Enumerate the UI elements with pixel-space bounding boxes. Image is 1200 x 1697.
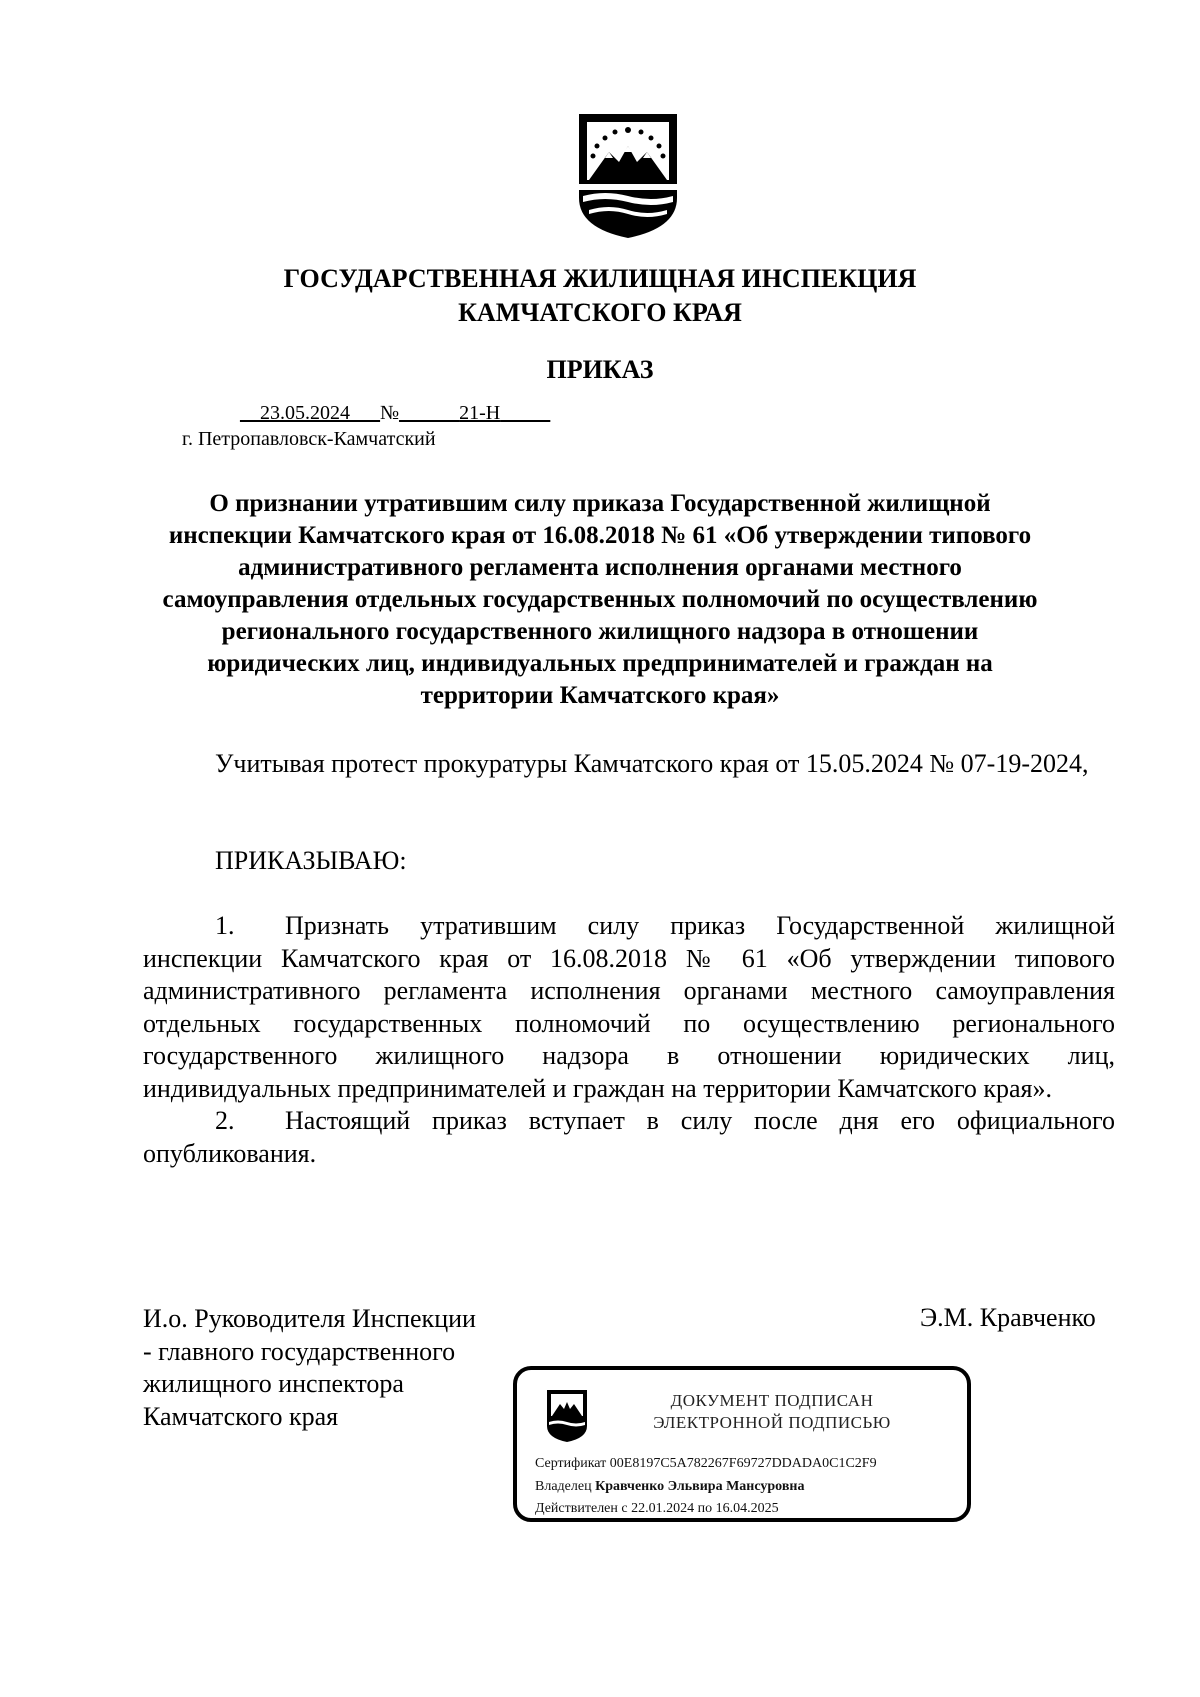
position-line-3: жилищного инспектора: [143, 1369, 404, 1398]
document-number: 21-Н: [459, 402, 501, 424]
owner-label: Владелец: [535, 1479, 592, 1494]
owner-value: Кравченко Эльвира Мансуровна: [595, 1479, 805, 1494]
valid-from: 22.01.2024: [631, 1501, 695, 1516]
position-line-1: И.о. Руководителя Инспекции: [143, 1304, 476, 1333]
signatory-position: [143, 1303, 476, 1433]
certificate-label: Сертификат: [535, 1456, 607, 1471]
validity-to-label: по: [697, 1501, 713, 1516]
position-line-2: - главного государственного: [143, 1336, 456, 1366]
certificate-value: 00E8197C5A782267F69727DDADA0C1C2F9: [609, 1456, 877, 1471]
order-item-1: [143, 910, 1115, 1105]
signatory-name: Э.М. Кравченко: [920, 1303, 1096, 1332]
valid-to: 16.04.2025: [715, 1501, 779, 1516]
document-date: 23.05.2024: [260, 402, 350, 424]
preamble: Учитывая протест прокуратуры Камчатского края от 15.05.2024 № 07-19-2024,: [215, 749, 1089, 778]
stamp-emblem-icon: [545, 1388, 589, 1444]
stamp-line-1: ДОКУМЕНТ ПОДПИСАН: [670, 1391, 874, 1410]
stamp-validity: [535, 1501, 779, 1517]
stamp-header: [622, 1390, 922, 1434]
number-sign: №: [380, 402, 400, 424]
validity-label: Действителен с: [535, 1501, 628, 1516]
position-line-4: Камчатского края: [143, 1401, 339, 1431]
organization-line-2: КАМЧАТСКОГО КРАЯ: [458, 298, 742, 327]
organization-line-1: ГОСУДАРСТВЕННАЯ ЖИЛИЩНАЯ ИНСПЕКЦИЯ: [283, 264, 917, 293]
organization-name: [0, 262, 1200, 330]
order-item-2: [143, 1105, 1115, 1170]
order-word: ПРИКАЗЫВАЮ:: [215, 846, 407, 875]
stamp-owner: [535, 1479, 804, 1495]
electronic-signature-stamp: [513, 1366, 971, 1522]
item-number: 1.: [215, 911, 235, 940]
document-type: ПРИКАЗ: [546, 355, 654, 384]
item-text: Признать утратившим силу приказ Государственной жилищной инспекции Камчатского края от 16.08.2018 № 61 «Об утверждении типового административного регламента исполнения органами местного самоуправления отдельных государственных полномочий по осуществлению регионального государственного жилищного надзора в отношении юридических лиц, индивидуальных предпринимателей и граждан на территории Камчатского края».: [143, 911, 1115, 1103]
item-text: Настоящий приказ вступает в силу после дня его официального опубликования.: [143, 1106, 1115, 1168]
document-title: О признании утратившим силу приказа Государственной жилищной инспекции Камчатского края от 16.08.2018 № 61 «Об утверждении типового административного регламента исполнения органами местного самоуправления отдельных государственных полномочий по осуществлению регионального государственного жилищного надзора в отношении юридических лиц, индивидуальных предпринимателей и граждан на территории Камчатского края»: [162, 490, 1038, 709]
stamp-certificate: [535, 1456, 877, 1472]
city: г. Петропавловск-Камчатский: [182, 428, 436, 450]
coat-of-arms-emblem: [575, 110, 681, 240]
stamp-line-2: ЭЛЕКТРОННОЙ ПОДПИСЬЮ: [653, 1413, 891, 1432]
item-number: 2.: [215, 1106, 235, 1135]
order-items: [143, 910, 1115, 1170]
registration-line: __23.05.2024___№______21-Н_____: [240, 402, 551, 424]
